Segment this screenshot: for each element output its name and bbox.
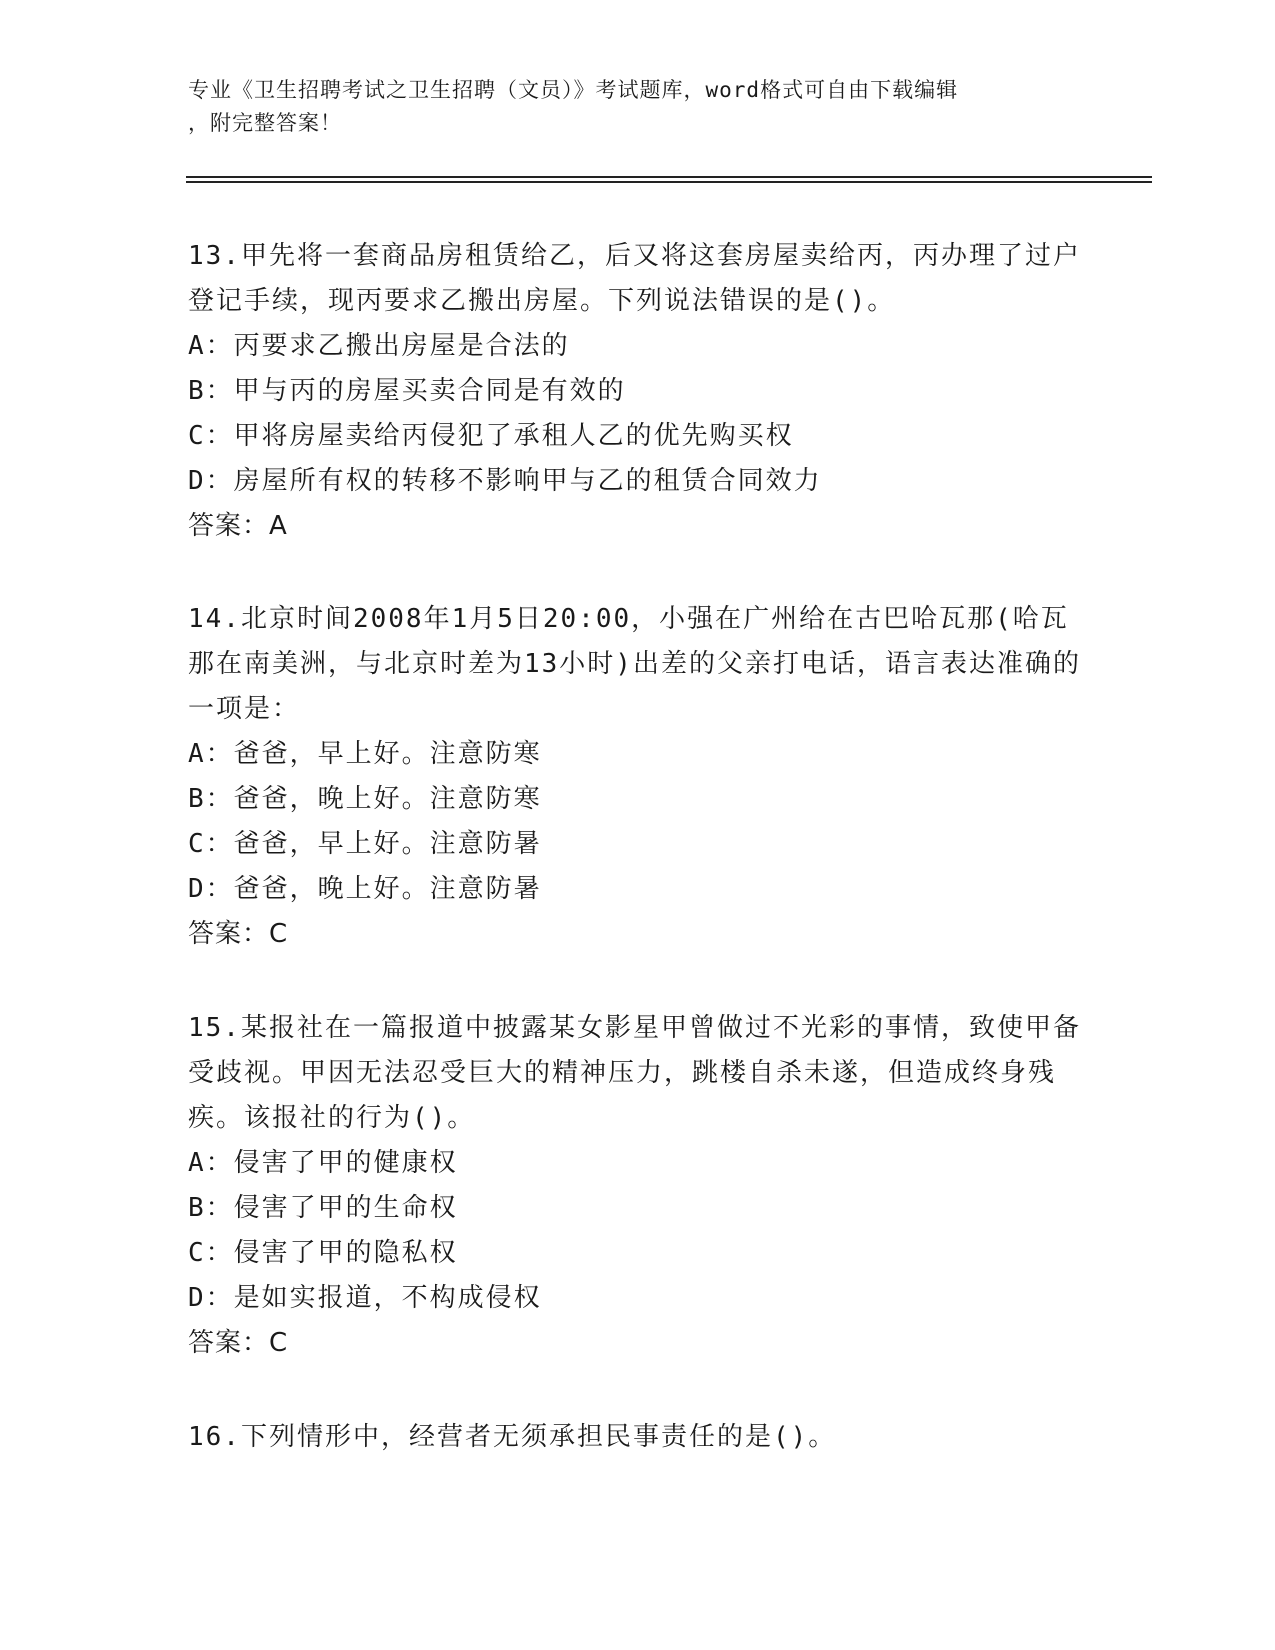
question-stem: 15.某报社在一篇报道中披露某女影星甲曾做过不光彩的事情，致使甲备受歧视。甲因无法忍受巨大的精神压力，跳楼自杀未遂，但造成终身残疾。该报社的行为()。 — [188, 1013, 1081, 1133]
header-divider-bottom — [186, 181, 1152, 183]
option-a: A：丙要求乙搬出房屋是合法的 — [188, 331, 570, 361]
question-15 — [188, 1006, 1088, 1366]
answer: 答案：C — [188, 919, 289, 949]
answer: 答案：C — [188, 1328, 289, 1358]
option-d: D：是如实报道，不构成侵权 — [188, 1283, 542, 1313]
question-16 — [188, 1415, 1088, 1460]
question-13 — [188, 234, 1088, 549]
question-14 — [188, 597, 1088, 957]
option-d: D：爸爸，晚上好。注意防暑 — [188, 874, 542, 904]
option-b: B：爸爸，晚上好。注意防寒 — [188, 784, 542, 814]
option-c: C：爸爸，早上好。注意防暑 — [188, 829, 542, 859]
option-a: A：爸爸，早上好。注意防寒 — [188, 739, 542, 769]
option-b: B：甲与丙的房屋买卖合同是有效的 — [188, 376, 626, 406]
question-stem: 13.甲先将一套商品房租赁给乙，后又将这套房屋卖给丙，丙办理了过户登记手续，现丙要求乙搬出房屋。下列说法错误的是()。 — [188, 241, 1081, 316]
header-divider-top — [186, 176, 1152, 178]
question-stem: 14.北京时间2008年1月5日20:00，小强在广州给在古巴哈瓦那(哈瓦那在南美洲，与北京时差为13小时)出差的父亲打电话，语言表达准确的一项是： — [188, 604, 1081, 724]
option-d: D：房屋所有权的转移不影响甲与乙的租赁合同效力 — [188, 466, 822, 496]
answer: 答案：A — [188, 511, 288, 541]
document-header — [188, 74, 1088, 140]
option-c: C：甲将房屋卖给丙侵犯了承租人乙的优先购买权 — [188, 421, 794, 451]
option-c: C：侵害了甲的隐私权 — [188, 1238, 458, 1268]
header-line-2: ，附完整答案！ — [188, 111, 342, 135]
question-stem: 16.下列情形中，经营者无须承担民事责任的是()。 — [188, 1422, 837, 1452]
header-line-1: 专业《卫生招聘考试之卫生招聘（文员）》考试题库，word格式可自由下载编辑 — [188, 78, 959, 102]
option-b: B：侵害了甲的生命权 — [188, 1193, 458, 1223]
option-a: A：侵害了甲的健康权 — [188, 1148, 458, 1178]
